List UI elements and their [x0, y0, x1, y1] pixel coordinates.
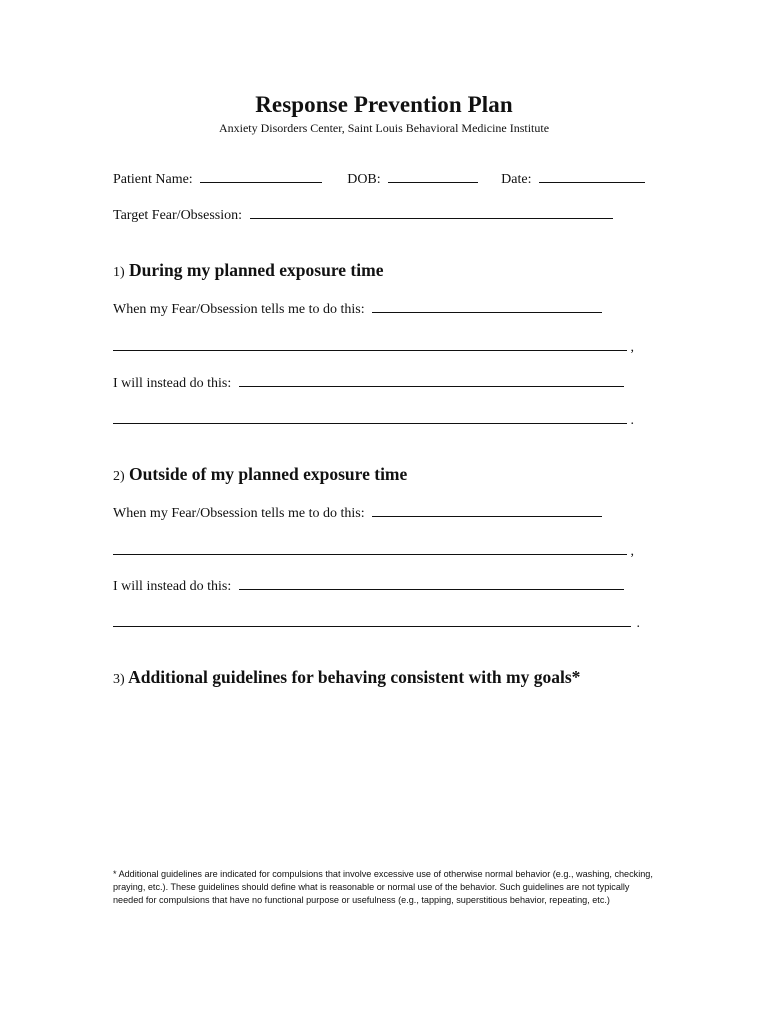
- date-field[interactable]: [539, 170, 645, 183]
- footnote: * Additional guidelines are indicated for compulsions that involve excessive use of otherwise normal behavior (e.g., washing, checking, praying, etc.). These guidelines should define what is reasonable or normal use of the behavior. Such guidelines are not typically needed for compulsions that have no functional purpose or usefulness (e.g., tapping, superstitious behavior, repeating, etc.): [113, 869, 653, 905]
- date-label: Date:: [501, 172, 532, 187]
- section-3-number: 3): [113, 672, 125, 687]
- section-2-instead-continued-row: [113, 614, 640, 632]
- section-2-heading: [113, 464, 407, 485]
- dob-label: DOB:: [347, 172, 381, 187]
- section-1-title: During my planned exposure time: [129, 260, 384, 280]
- target-fear-field[interactable]: [250, 206, 613, 219]
- section-2-title: Outside of my planned exposure time: [129, 464, 408, 484]
- dob-field[interactable]: [388, 170, 478, 183]
- section-2-when-label: When my Fear/Obsession tells me to do this:: [113, 506, 365, 521]
- section-1-when-field-continued[interactable]: [113, 338, 627, 351]
- section-2-instead-field-continued[interactable]: [113, 614, 631, 627]
- section-2-when-comma: ,: [630, 544, 634, 559]
- document-title: Response Prevention Plan: [255, 92, 513, 117]
- section-3-title: Additional guidelines for behaving consistent with my goals*: [128, 667, 581, 687]
- section-1-when-row: [113, 300, 602, 318]
- patient-name-label: Patient Name:: [113, 172, 193, 187]
- section-2-instead-label: I will instead do this:: [113, 579, 232, 594]
- section-1-instead-row: [113, 374, 624, 392]
- section-1-heading: [113, 260, 383, 281]
- section-1-instead-continued-row: [113, 411, 634, 429]
- section-2-instead-row: [113, 577, 624, 595]
- section-1-instead-field-continued[interactable]: [113, 411, 627, 424]
- section-2-number: 2): [113, 469, 125, 484]
- section-1-when-field[interactable]: [372, 300, 602, 313]
- section-1-when-label: When my Fear/Obsession tells me to do this:: [113, 302, 365, 317]
- section-1-instead-label: I will instead do this:: [113, 376, 232, 391]
- section-1-when-continued-row: [113, 338, 634, 356]
- section-2-when-continued-row: [113, 542, 634, 560]
- section-2-when-field[interactable]: [372, 504, 602, 517]
- section-2-instead-period: .: [636, 616, 640, 631]
- patient-info-row: [113, 170, 645, 188]
- section-1-number: 1): [113, 265, 125, 280]
- patient-name-field[interactable]: [200, 170, 322, 183]
- section-1-instead-field[interactable]: [239, 374, 624, 387]
- section-2-instead-field[interactable]: [239, 577, 624, 590]
- section-1-when-comma: ,: [630, 340, 634, 355]
- document-subtitle: Anxiety Disorders Center, Saint Louis Behavioral Medicine Institute: [218, 121, 550, 135]
- section-3-heading: [113, 667, 580, 688]
- section-2-when-row: [113, 504, 602, 522]
- section-2-when-field-continued[interactable]: [113, 542, 627, 555]
- section-1-instead-period: .: [630, 413, 634, 428]
- target-fear-label: Target Fear/Obsession:: [113, 208, 243, 223]
- target-fear-row: [113, 206, 613, 224]
